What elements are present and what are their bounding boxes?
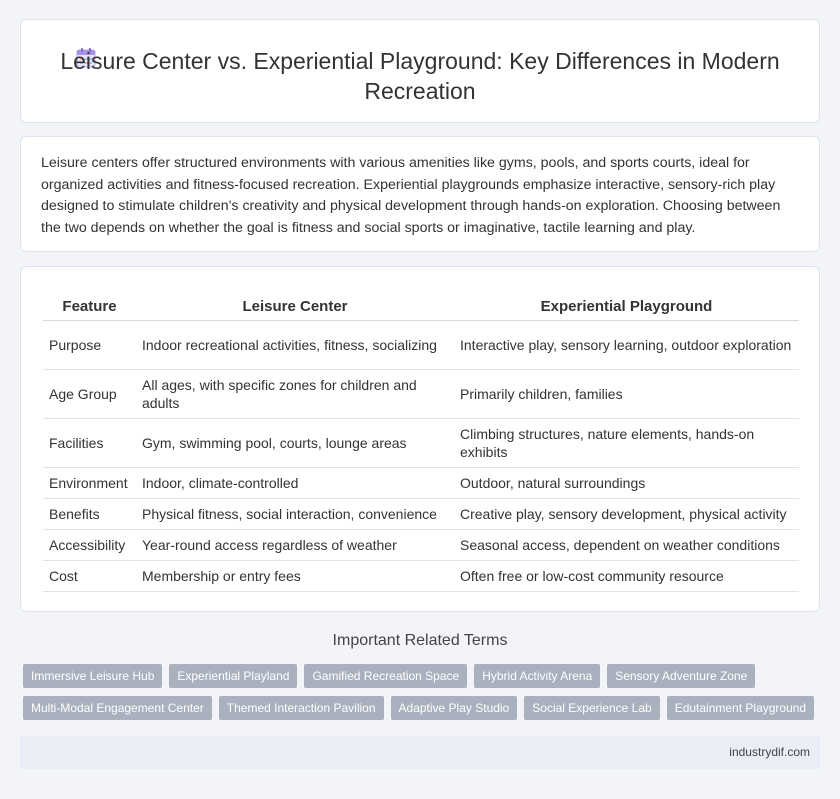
term-tag[interactable]: Sensory Adventure Zone	[607, 664, 755, 688]
header-experiential-playground: Experiential Playground	[454, 293, 799, 321]
term-tag[interactable]: Gamified Recreation Space	[304, 664, 467, 688]
intro-card	[20, 136, 820, 252]
row-feature: Purpose	[43, 321, 136, 370]
row-playground-value: Interactive play, sensory learning, outdoor exploration	[454, 321, 799, 370]
term-tag[interactable]: Experiential Playland	[169, 664, 297, 688]
term-tag[interactable]: Hybrid Activity Arena	[474, 664, 600, 688]
row-feature: Environment	[43, 468, 136, 499]
term-tag[interactable]: Adaptive Play Studio	[391, 696, 518, 720]
row-playground-value: Primarily children, families	[454, 370, 799, 419]
table-header-row	[43, 293, 799, 321]
row-leisure-value: Gym, swimming pool, courts, lounge areas	[136, 419, 454, 468]
row-playground-value: Outdoor, natural surroundings	[454, 468, 799, 499]
page-title: Leisure Center vs. Experiential Playground: Key Differences in Modern Recreation	[60, 48, 780, 104]
term-tag[interactable]: Multi-Modal Engagement Center	[23, 696, 212, 720]
row-feature: Benefits	[43, 499, 136, 530]
term-tag[interactable]: Social Experience Lab	[524, 696, 659, 720]
row-feature: Accessibility	[43, 530, 136, 561]
related-terms-list	[23, 664, 823, 728]
term-tag[interactable]: Themed Interaction Pavilion	[219, 696, 384, 720]
header-leisure-center: Leisure Center	[136, 293, 454, 321]
table-row	[43, 530, 799, 561]
related-terms-heading: Important Related Terms	[332, 632, 508, 649]
comparison-card	[20, 266, 820, 612]
row-feature: Facilities	[43, 419, 136, 468]
row-feature: Cost	[43, 561, 136, 592]
row-leisure-value: Year-round access regardless of weather	[136, 530, 454, 561]
table-row	[43, 561, 799, 592]
table-row	[43, 468, 799, 499]
term-tag[interactable]: Immersive Leisure Hub	[23, 664, 162, 688]
tag-row	[23, 664, 823, 688]
row-playground-value: Climbing structures, nature elements, hands-on exhibits	[454, 419, 799, 468]
row-leisure-value: Physical fitness, social interaction, convenience	[136, 499, 454, 530]
table-row	[43, 321, 799, 370]
row-feature: Age Group	[43, 370, 136, 419]
table-row	[43, 370, 799, 419]
row-leisure-value: Membership or entry fees	[136, 561, 454, 592]
header-card	[20, 19, 820, 123]
tag-row	[23, 696, 823, 720]
term-tag[interactable]: Edutainment Playground	[667, 696, 814, 720]
row-playground-value: Creative play, sensory development, physical activity	[454, 499, 799, 530]
row-leisure-value: Indoor, climate-controlled	[136, 468, 454, 499]
row-leisure-value: Indoor recreational activities, fitness, socializing	[136, 321, 454, 370]
intro-paragraph: Leisure centers offer structured environments with various amenities like gyms, pools, and sports courts, ideal for organized activities and fitness-focused recreation. Experiential playgrounds emphasize interactive, sensory-rich play designed to stimulate children's creativity and physical development through hands-on exploration. Choosing between the two depends on whether the goal is fitness and social sports or imaginative, tactile learning and play.	[41, 155, 781, 236]
comparison-table	[43, 293, 799, 592]
row-leisure-value: All ages, with specific zones for children and adults	[136, 370, 454, 419]
table-row	[43, 499, 799, 530]
header-feature: Feature	[43, 293, 136, 321]
row-playground-value: Often free or low-cost community resource	[454, 561, 799, 592]
row-playground-value: Seasonal access, dependent on weather conditions	[454, 530, 799, 561]
footer	[20, 736, 820, 769]
footer-site-link[interactable]: industrydif.com	[729, 745, 810, 759]
table-row	[43, 419, 799, 468]
